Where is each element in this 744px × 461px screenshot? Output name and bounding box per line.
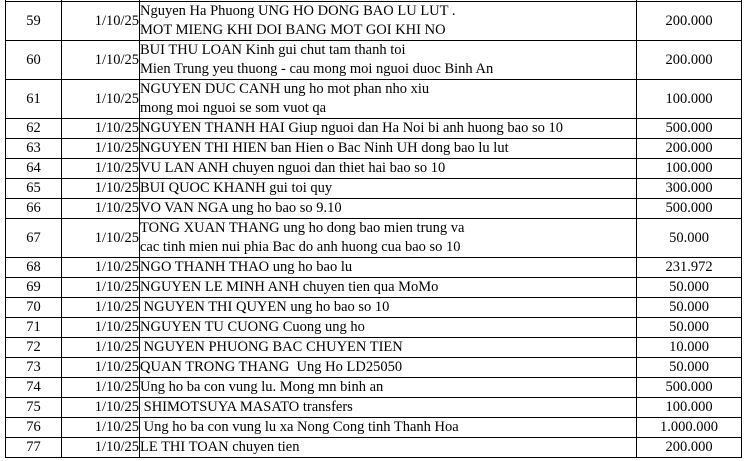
- table-row: [6, 358, 742, 378]
- row-date: 1/10/25: [62, 418, 140, 438]
- row-amount: 200.000: [637, 438, 742, 458]
- row-date: 1/10/25: [62, 2, 140, 41]
- row-date: 1/10/25: [62, 438, 140, 458]
- table-row: [6, 139, 742, 159]
- description-line: cac tinh mien nui phia Bac do anh huong cua bao so 10: [140, 239, 461, 255]
- description-line: LE THI TOAN chuyen tien: [140, 439, 300, 455]
- row-number: 66: [6, 199, 62, 219]
- table-row: [6, 2, 742, 41]
- row-amount: 50.000: [637, 298, 742, 318]
- row-amount: 50.000: [637, 318, 742, 338]
- row-number: 69: [6, 278, 62, 298]
- row-description: [140, 80, 637, 119]
- row-number: 77: [6, 438, 62, 458]
- description-line: Nguyen Ha Phuong UNG HO DONG BAO LU LUT .: [140, 3, 456, 19]
- row-date: 1/10/25: [62, 41, 140, 80]
- row-number: 60: [6, 41, 62, 80]
- description-line: SHIMOTSUYA MASATO transfers: [140, 399, 353, 415]
- row-amount: 500.000: [637, 199, 742, 219]
- row-amount: 1.000.000: [637, 418, 742, 438]
- row-number: 71: [6, 318, 62, 338]
- description-line: NGUYEN TU CUONG Cuong ung ho: [140, 319, 365, 335]
- description-line: TONG XUAN THANG ung ho dong bao mien trung va: [140, 220, 465, 236]
- row-amount: 500.000: [637, 119, 742, 139]
- row-number: 72: [6, 338, 62, 358]
- row-amount: 50.000: [637, 278, 742, 298]
- description-line: Ung ho ba con vung lu xa Nong Cong tinh Thanh Hoa: [140, 419, 459, 435]
- row-description: [140, 258, 637, 278]
- row-number: 62: [6, 119, 62, 139]
- row-amount: 100.000: [637, 159, 742, 179]
- description-line: NGUYEN LE MINH ANH chuyen tien qua MoMo: [140, 279, 439, 295]
- row-date: 1/10/25: [62, 298, 140, 318]
- description-line: QUAN TRONG THANG Ung Ho LD25050: [140, 359, 403, 375]
- table-row: [6, 219, 742, 258]
- description-line: BUI THU LOAN Kinh gui chut tam thanh toi: [140, 42, 406, 58]
- table-row: [6, 278, 742, 298]
- table-row: [6, 199, 742, 219]
- row-date: 1/10/25: [62, 338, 140, 358]
- table-row: [6, 398, 742, 418]
- description-line: mong moi nguoi se som vuot qa: [140, 100, 327, 116]
- row-description: [140, 159, 637, 179]
- table-row: [6, 438, 742, 458]
- row-date: 1/10/25: [62, 179, 140, 199]
- row-amount: 200.000: [637, 139, 742, 159]
- table-row: [6, 119, 742, 139]
- description-line: NGUYEN THI HIEN ban Hien o Bac Ninh UH dong bao lu lut: [140, 140, 509, 156]
- table-row: [6, 179, 742, 199]
- description-line: Mien Trung yeu thuong - cau mong moi nguoi duoc Binh An: [140, 61, 494, 77]
- row-amount: 200.000: [637, 41, 742, 80]
- row-amount: 100.000: [637, 398, 742, 418]
- row-number: 67: [6, 219, 62, 258]
- row-date: 1/10/25: [62, 159, 140, 179]
- row-date: 1/10/25: [62, 139, 140, 159]
- row-description: [140, 398, 637, 418]
- row-number: 63: [6, 139, 62, 159]
- row-description: [140, 119, 637, 139]
- row-date: 1/10/25: [62, 278, 140, 298]
- row-description: [140, 338, 637, 358]
- row-number: 74: [6, 378, 62, 398]
- table-row: [6, 298, 742, 318]
- row-number: 68: [6, 258, 62, 278]
- row-amount: 300.000: [637, 179, 742, 199]
- row-amount: 50.000: [637, 219, 742, 258]
- row-description: [140, 139, 637, 159]
- row-number: 75: [6, 398, 62, 418]
- row-description: [140, 378, 637, 398]
- row-amount: 231.972: [637, 258, 742, 278]
- row-description: [140, 41, 637, 80]
- row-description: [140, 418, 637, 438]
- table-row: [6, 418, 742, 438]
- description-line: BUI QUOC KHANH gui toi quy: [140, 180, 333, 196]
- table-row: [6, 159, 742, 179]
- row-description: [140, 219, 637, 258]
- row-amount: 500.000: [637, 378, 742, 398]
- description-line: MOT MIENG KHI DOI BANG MOT GOI KHI NO: [140, 22, 446, 38]
- table-row: [6, 338, 742, 358]
- row-date: 1/10/25: [62, 119, 140, 139]
- table-row: [6, 258, 742, 278]
- description-line: NGUYEN THANH HAI Giup nguoi dan Ha Noi bi anh huong bao so 10: [140, 120, 564, 136]
- row-number: 65: [6, 179, 62, 199]
- row-date: 1/10/25: [62, 219, 140, 258]
- description-line: NGO THANH THAO ung ho bao lu: [140, 259, 353, 275]
- table-row: [6, 41, 742, 80]
- row-description: [140, 438, 637, 458]
- row-number: 70: [6, 298, 62, 318]
- row-number: 64: [6, 159, 62, 179]
- row-number: 61: [6, 80, 62, 119]
- description-line: Ung ho ba con vung lu. Mong mn binh an: [140, 379, 384, 395]
- row-description: [140, 179, 637, 199]
- table-row: [6, 318, 742, 338]
- description-line: NGUYEN PHUONG BAC CHUYEN TIEN: [140, 339, 403, 355]
- description-line: NGUYEN DUC CANH ung ho mot phan nho xiu: [140, 81, 430, 97]
- row-number: 59: [6, 2, 62, 41]
- row-description: [140, 199, 637, 219]
- row-date: 1/10/25: [62, 318, 140, 338]
- donation-table-body: [6, 0, 742, 458]
- row-description: [140, 318, 637, 338]
- donation-table: [5, 0, 742, 458]
- table-row: [6, 80, 742, 119]
- row-date: 1/10/25: [62, 258, 140, 278]
- description-line: NGUYEN THI QUYEN ung ho bao so 10: [140, 299, 390, 315]
- table-row: [6, 378, 742, 398]
- row-description: [140, 2, 637, 41]
- row-date: 1/10/25: [62, 398, 140, 418]
- row-number: 73: [6, 358, 62, 378]
- row-description: [140, 298, 637, 318]
- description-line: VO VAN NGA ung ho bao so 9.10: [140, 200, 342, 216]
- row-description: [140, 358, 637, 378]
- row-date: 1/10/25: [62, 358, 140, 378]
- description-line: VU LAN ANH chuyen nguoi dan thiet hai bao so 10: [140, 160, 446, 176]
- row-amount: 10.000: [637, 338, 742, 358]
- row-amount: 100.000: [637, 80, 742, 119]
- row-amount: 50.000: [637, 358, 742, 378]
- row-amount: 200.000: [637, 2, 742, 41]
- row-date: 1/10/25: [62, 378, 140, 398]
- row-date: 1/10/25: [62, 80, 140, 119]
- row-number: 76: [6, 418, 62, 438]
- row-date: 1/10/25: [62, 199, 140, 219]
- row-description: [140, 278, 637, 298]
